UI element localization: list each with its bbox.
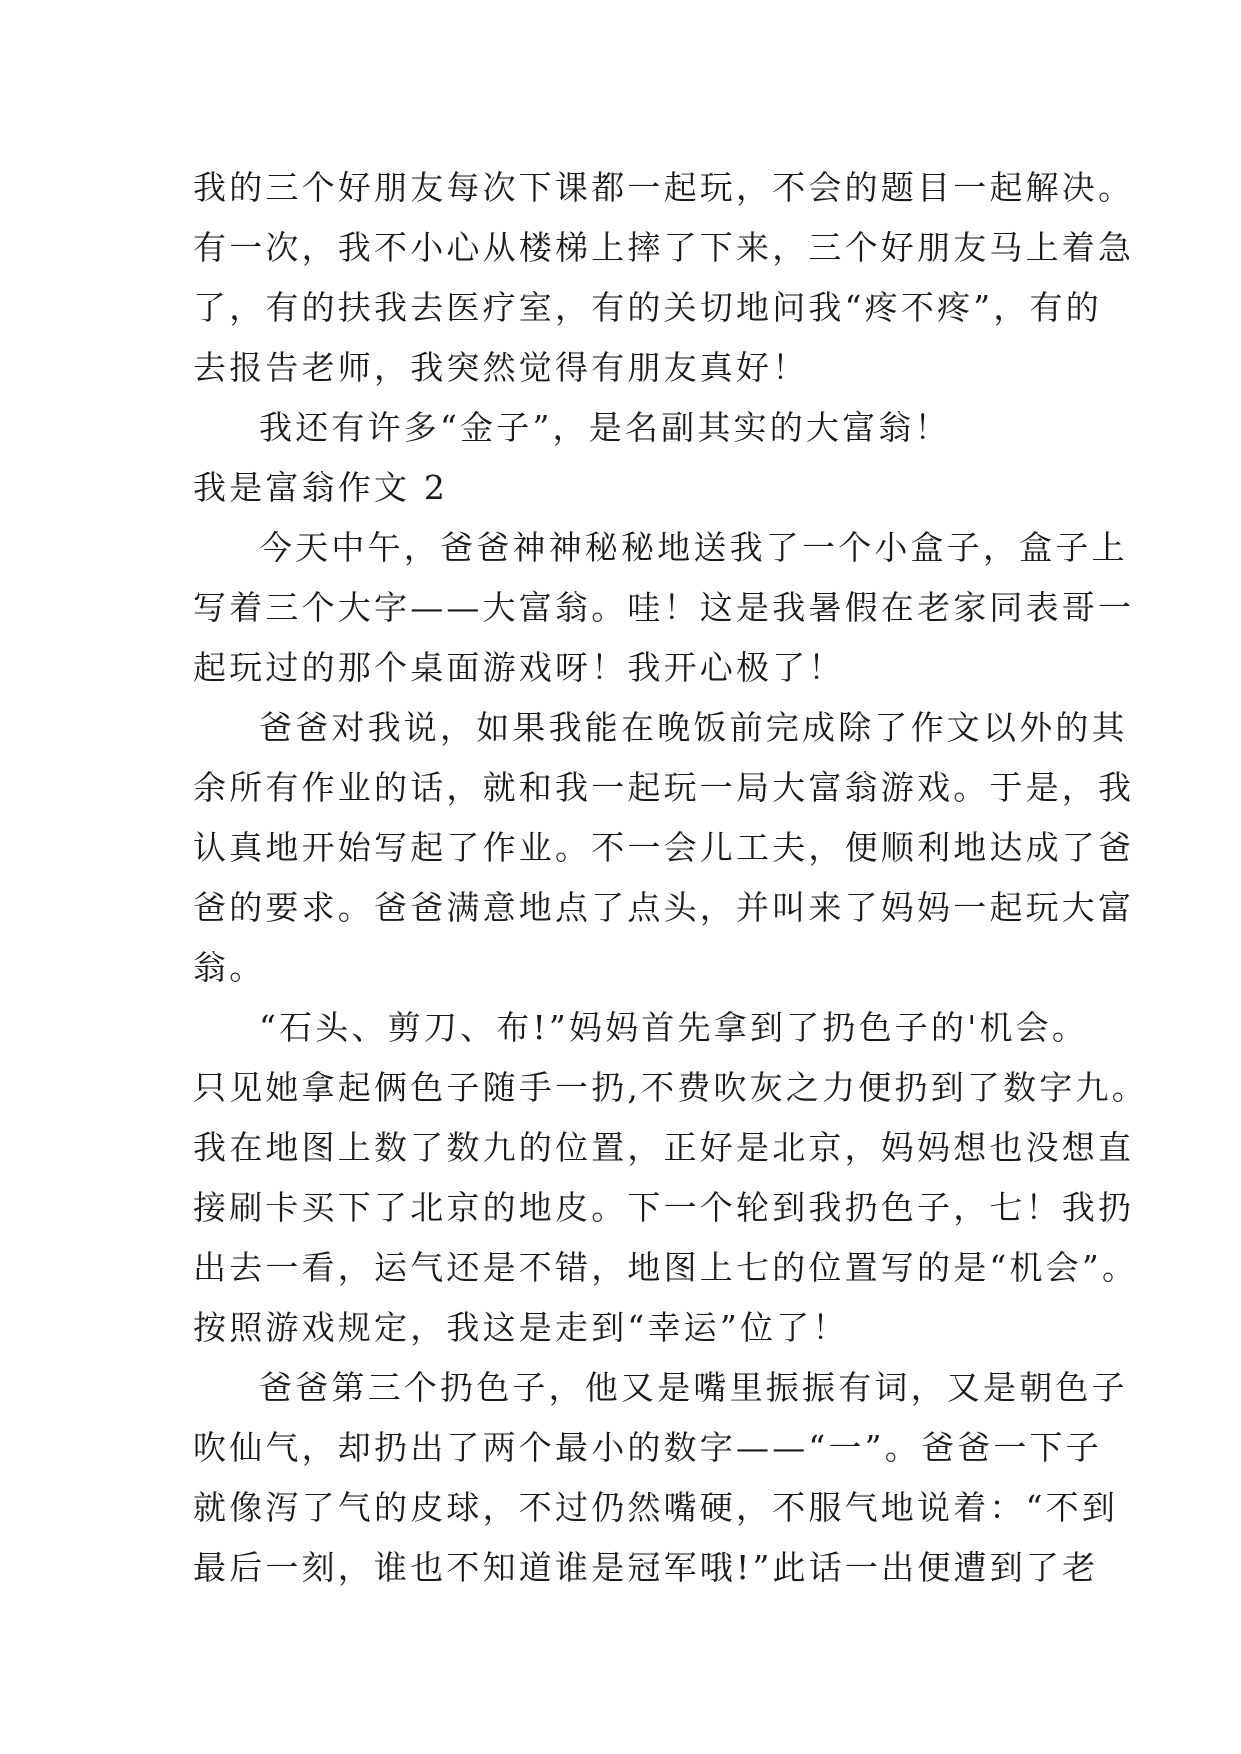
section-heading <box>193 458 1083 518</box>
text-line: 认真地开始写起了作业。不一会儿工夫，便顺利地达成了爸 <box>193 828 1135 867</box>
text-line: 写着三个大字——大富翁。哇！这是我暑假在老家同表哥一 <box>193 588 1135 627</box>
text-line: 就像泻了气的皮球，不过仍然嘴硬，不服气地说着：“不到 <box>193 1488 1119 1527</box>
text-line: 出去一看，运气还是不错，地图上七的位置写的是“机会”。 <box>193 1248 1139 1287</box>
text-line: 我的三个好朋友每次下课都一起玩，不会的题目一起解决。 <box>193 168 1135 207</box>
text-line: 爸爸对我说，如果我能在晚饭前完成除了作文以外的其 <box>259 708 1128 747</box>
text-line: 今天中午，爸爸神神秘秘地送我了一个小盒子，盒子上 <box>259 528 1128 567</box>
text-line: 我还有许多“金子”，是名副其实的大富翁！ <box>259 408 951 447</box>
text-line: 余所有作业的话，就和我一起玩一局大富翁游戏。于是，我 <box>193 768 1135 807</box>
text-line: 按照游戏规定，我这是走到“幸运”位了！ <box>193 1308 849 1347</box>
text-line: 吹仙气，却扔出了两个最小的数字——“一”。爸爸一下子 <box>193 1428 1102 1467</box>
paragraph <box>193 398 1083 458</box>
text-line: 起玩过的那个桌面游戏呀！我开心极了！ <box>193 648 845 687</box>
paragraph <box>193 518 1135 698</box>
text-line: “石头、剪刀、布!”妈妈首先拿到了扔色子的'机会。 <box>259 1008 1089 1047</box>
paragraph <box>193 698 1135 998</box>
text-line: 爸的要求。爸爸满意地点了点头，并叫来了妈妈一起玩大富 <box>193 888 1135 927</box>
text-line: 有一次，我不小心从楼梯上摔了下来，三个好朋友马上着急 <box>193 228 1135 267</box>
paragraph <box>193 158 1135 398</box>
text-line: 接刷卡买下了北京的地皮。下一个轮到我扔色子，七！我扔 <box>193 1188 1135 1227</box>
text-line: 了，有的扶我去医疗室，有的关切地问我“疼不疼”，有的 <box>193 288 1102 327</box>
text-line: 去报告老师，我突然觉得有朋友真好！ <box>193 348 809 387</box>
heading-text: 我是富翁作文 2 <box>193 468 449 507</box>
text-line: 只见她拿起俩色子随手一扔,不费吹灰之力便扔到了数字九。 <box>193 1068 1148 1107</box>
text-line: 翁。 <box>193 948 266 987</box>
text-line: 最后一刻，谁也不知道谁是冠军哦!”此话一出便遭到了老 <box>193 1548 1099 1587</box>
text-line: 我在地图上数了数九的位置，正好是北京，妈妈想也没想直 <box>193 1128 1135 1167</box>
paragraph <box>193 1358 1128 1598</box>
text-line: 爸爸第三个扔色子，他又是嘴里振振有词，又是朝色子 <box>259 1368 1128 1407</box>
paragraph <box>193 998 1148 1358</box>
document-body <box>193 158 1148 1598</box>
